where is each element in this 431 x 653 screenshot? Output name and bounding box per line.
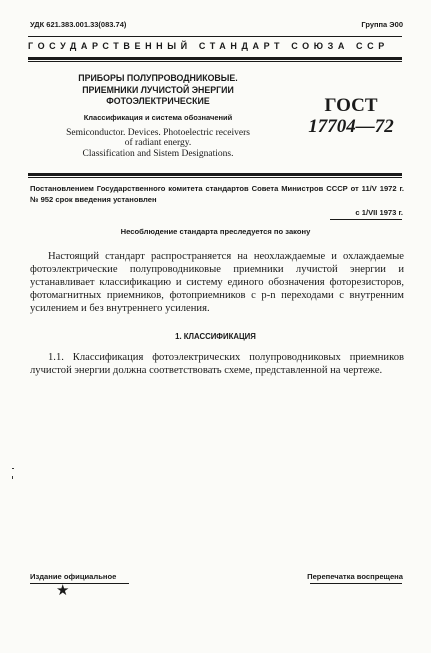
title-line-3: ФОТОЭЛЕКТРИЧЕСКИЕ bbox=[106, 96, 210, 106]
gost-designation bbox=[296, 96, 406, 138]
english-title bbox=[58, 128, 258, 160]
intro-paragraph: Настоящий стандарт распространяется на неохлаждаемые и охлаждаемые фотоэлектрические полупроводниковые приемники лучистой энергии и устанавливает классификацию и систему единого обозначения фоторезисторов, фотомагнитных приемников, фотоприемников с p-n переходами с внутренним усилением и без внутреннего усиления. bbox=[30, 251, 404, 314]
reprint-prohibited-label: Перепечатка воспрещена bbox=[307, 572, 403, 581]
section-title: 1. КЛАССИФИКАЦИЯ bbox=[175, 332, 256, 341]
top-rule-thin bbox=[28, 36, 402, 37]
reprint-rule bbox=[310, 583, 402, 584]
group-code: Группа Э00 bbox=[361, 20, 403, 29]
date-rule bbox=[330, 219, 402, 220]
official-rule bbox=[30, 583, 129, 584]
english-title-line-2: of radiant energy. bbox=[124, 138, 192, 148]
header-rule-thick bbox=[28, 57, 402, 60]
effective-date: с 1/VII 1973 г. bbox=[355, 208, 403, 217]
state-standard-header: ГОСУДАРСТВЕННЫЙ СТАНДАРТ СОЮЗА ССР bbox=[28, 41, 389, 51]
star-icon: ★ bbox=[56, 583, 70, 599]
standard-title-block bbox=[58, 73, 258, 159]
english-title-line-1: Semiconductor. Devices. Photoelectric receivers bbox=[66, 127, 250, 138]
decree-rule-thin bbox=[28, 177, 402, 178]
header-rule-thin bbox=[28, 61, 402, 62]
clause-1-1: 1.1. Классификация фотоэлектрических полупроводниковых приемников лучистой энергии должна соответствовать схеме, представленной на чертеже. bbox=[30, 352, 404, 376]
title-line-1: ПРИБОРЫ ПОЛУПРОВОДНИКОВЫЕ. bbox=[78, 73, 238, 83]
english-title-line-3: Classification and Sistem Designations. bbox=[82, 148, 234, 159]
title-line-2: ПРИЕМНИКИ ЛУЧИСТОЙ ЭНЕРГИИ bbox=[82, 84, 234, 95]
margin-mark bbox=[12, 476, 13, 479]
official-edition-label: Издание официальное bbox=[30, 572, 117, 581]
udk-code: УДК 621.383.001.33(083.74) bbox=[30, 20, 127, 29]
title-subtitle: Классификация и система обозначений bbox=[83, 112, 233, 122]
law-notice: Несоблюдение стандарта преследуется по закону bbox=[120, 227, 311, 236]
gost-label: ГОСТ bbox=[324, 95, 378, 116]
margin-mark bbox=[12, 468, 14, 469]
gost-number: 17704—72 bbox=[308, 116, 394, 137]
decree-rule-thick bbox=[28, 173, 402, 176]
decree-text: Постановлением Государственного комитета стандартов Совета Министров СССР от 11/V 1972 г. № 952 срок введения установлен bbox=[30, 184, 404, 204]
